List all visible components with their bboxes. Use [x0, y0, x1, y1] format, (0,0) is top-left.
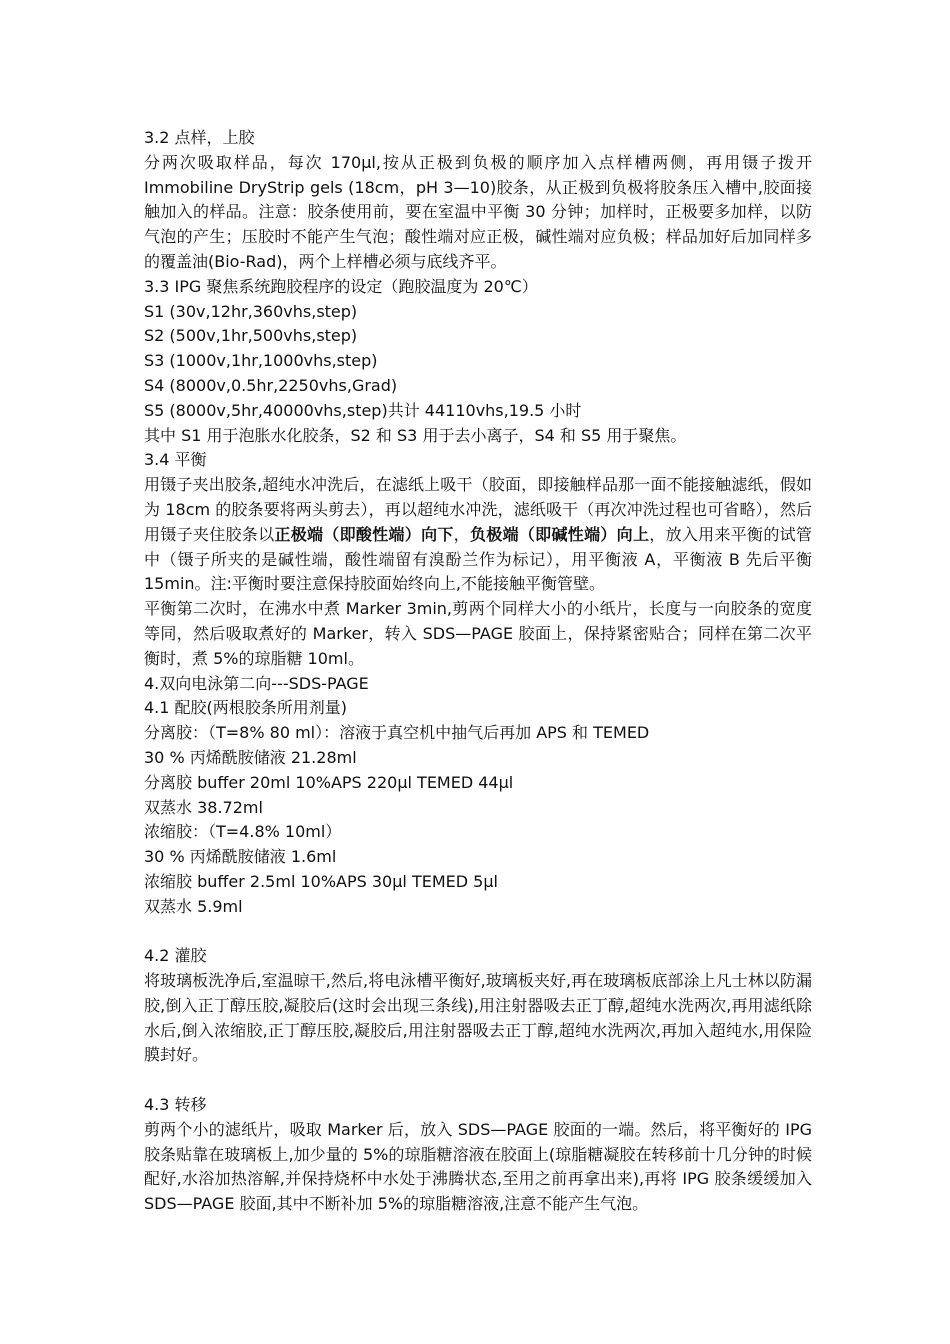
section-3-4-heading: 3.4 平衡 — [144, 450, 207, 470]
program-step-s2: S2 (500v,1hr,500vhs,step) — [144, 326, 358, 346]
section-3-4-paragraph-2: 平衡第二次时，在沸水中煮 Marker 3min,剪两个同样大小的小纸片，长度与一向胶条的宽度等同，然后吸取煮好的 Marker，转入 SDS—PAGE 胶面上，保持紧密贴合；同样在第二次平衡时，煮 5%的琼脂糖 10ml。 — [144, 599, 812, 668]
recipe-line: 30 % 丙烯酰胺储液 1.6ml — [144, 847, 337, 867]
program-step-s3: S3 (1000v,1hr,1000vhs,step) — [144, 351, 378, 371]
section-4-2-heading: 4.2 灌胶 — [144, 946, 207, 966]
recipe-line: 双蒸水 38.72ml — [144, 797, 263, 817]
document-body — [144, 126, 812, 1217]
bold-positive-end: 正极端（即酸性端）向下 — [274, 524, 454, 544]
section-4-3-heading: 4.3 转移 — [144, 1095, 207, 1115]
recipe-line: 双蒸水 5.9ml — [144, 896, 243, 916]
blank-line — [144, 1068, 812, 1093]
section-3-4-paragraph-1 — [144, 473, 812, 597]
recipe-line: 分离胶：（T=8% 80 ml）：溶液于真空机中抽气后再加 APS 和 TEMED — [144, 723, 650, 743]
program-note: 其中 S1 用于泡胀水化胶条，S2 和 S3 用于去小离子，S4 和 S5 用于聚焦。 — [144, 425, 687, 445]
bold-negative-end: 负极端（即碱性端）向上 — [469, 524, 650, 544]
recipe-line: 浓缩胶：（T=4.8% 10ml） — [144, 822, 342, 842]
recipe-line: 30 % 丙烯酰胺储液 21.28ml — [144, 747, 357, 767]
paragraph-text: ，放入用来平衡的试管中（镊子所夹的是碱性端，酸性端留有溴酚兰作为标记），用平衡液 A，平衡液 B 先后平衡 15min。注:平衡时要注意保持胶面始终向上,不能接触平衡管壁。 — [144, 524, 812, 594]
section-4-1-heading: 4.1 配胶(两根胶条所用剂量) — [144, 698, 348, 718]
section-3-2-heading: 3.2 点样，上胶 — [144, 128, 255, 147]
paragraph-text: ， — [453, 524, 470, 544]
section-4-3-paragraph: 剪两个小的滤纸片，吸取 Marker 后，放入 SDS—PAGE 胶面的一端。然后，将平衡好的 IPG 胶条贴靠在玻璃板上,加少量的 5%的琼脂糖溶液在胶面上(琼脂糖凝胶在转移前十几分钟的时候配好,水浴加热溶解,并保持烧杯中水处于沸腾状态,至用之前再拿出来),再将 IPG 胶条缓缓加入 SDS—PAGE 胶面,其中不断补加 5%的琼脂糖溶液,注意不能产生气泡。 — [144, 1119, 812, 1214]
section-4-heading: 4.双向电泳第二向---SDS-PAGE — [144, 673, 369, 693]
blank-line — [144, 920, 812, 945]
program-step-s4: S4 (8000v,0.5hr,2250vhs,Grad) — [144, 375, 398, 395]
paragraph-text: 用镊子夹出胶条,超纯水冲洗后，在滤纸上吸干（胶面，即接触样品那一面不能接触滤纸，假如为 18cm 的胶条要将两头剪去），再以超纯水冲洗，滤纸吸干（再次冲洗过程也可省略），然后用镊子夹住胶条以 — [144, 475, 812, 544]
section-3-2-paragraph: 分两次吸取样品，每次 170μl,按从正极到负极的顺序加入点样槽两侧，再用镊子拨开 Immobiline DryStrip gels (18cm，pH 3—10)胶条，从正极到负极将胶条压入槽中,胶面接触加入的样品。注意：胶条使用前，要在室温中平衡 30 分钟；加样时，正极要多加样，以防气泡的产生；压胶时不能产生气泡；酸性端对应正极，碱性端对应负极；样品加好后加同样多的覆盖油(Bio-Rad)，两个上样槽必须与底线齐平。 — [144, 152, 812, 271]
program-step-s5: S5 (8000v,5hr,40000vhs,step)共计 44110vhs,19.5 小时 — [144, 400, 582, 420]
recipe-line: 浓缩胶 buffer 2.5ml 10%APS 30μl TEMED 5μl — [144, 871, 498, 891]
recipe-line: 分离胶 buffer 20ml 10%APS 220μl TEMED 44μl — [144, 772, 514, 792]
section-4-2-paragraph: 将玻璃板洗净后,室温晾干,然后,将电泳槽平衡好,玻璃板夹好,再在玻璃板底部涂上凡士林以防漏胶,倒入正丁醇压胶,凝胶后(这时会出现三条线),用注射器吸去正丁醇,超纯水洗两次,再用滤纸除水后,倒入浓缩胶,正丁醇压胶,凝胶后,用注射器吸去正丁醇,超纯水洗两次,再加入超纯水,用保险膜封好。 — [144, 971, 812, 1065]
program-step-s1: S1 (30v,12hr,360vhs,step) — [144, 301, 358, 321]
section-3-3-heading: 3.3 IPG 聚焦系统跑胶程序的设定（跑胶温度为 20℃） — [144, 276, 538, 296]
